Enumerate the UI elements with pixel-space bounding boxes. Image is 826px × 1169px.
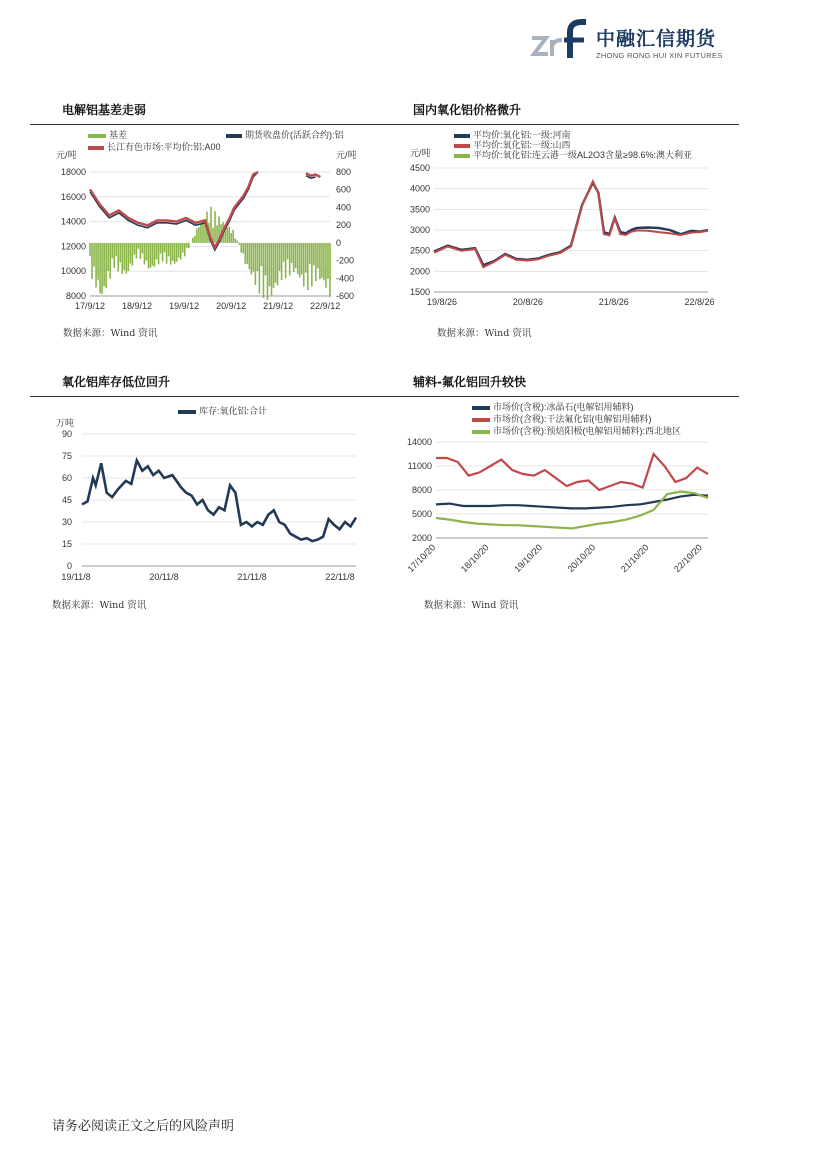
x-tick-label: 22/9/12 [310, 301, 341, 311]
y-tick-label: 3500 [409, 204, 430, 215]
legend-swatch [226, 134, 242, 138]
x-tick-label: 19/11/8 [61, 572, 91, 582]
y-tick-label: 11000 [407, 461, 432, 471]
section-title-auxiliary: 辅料-氟化铝回升较快 [413, 375, 526, 389]
x-tick-label: 20/10/20 [565, 542, 598, 575]
y-tick-label-right: 800 [336, 167, 352, 177]
y-tick-label: 1500 [409, 287, 430, 297]
legend-label: 市场价(含税):干法氟化铝(电解铝用辅料) [493, 414, 652, 424]
x-tick-label: 20/11/8 [149, 572, 179, 582]
y-tick-label: 4500 [409, 163, 430, 173]
y-tick-label: 60 [61, 473, 72, 483]
legend-swatch [454, 154, 470, 158]
x-tick-label: 21/11/8 [237, 572, 267, 582]
x-tick-label: 21/9/12 [263, 301, 294, 311]
y-axis-label: 元/吨 [410, 148, 431, 158]
y-tick-label-left: 10000 [60, 266, 86, 277]
x-tick-label: 22/10/20 [672, 542, 704, 575]
y-axis-label-right: 元/吨 [336, 150, 357, 160]
logo-name: 中融汇信期货 [596, 28, 717, 50]
series-line [436, 454, 708, 490]
y-tick-label-left: 12000 [60, 241, 86, 252]
y-tick-label: 4000 [409, 183, 430, 194]
company-logo [530, 18, 730, 68]
y-tick-label: 30 [61, 517, 72, 527]
series-line [434, 181, 708, 267]
legend-swatch [88, 134, 106, 138]
chart-basis [50, 128, 368, 318]
legend-label: 市场价(含税):预焙阳极(电解铝用辅料):西北地区 [493, 426, 681, 436]
x-tick-label: 22/11/8 [325, 572, 355, 582]
legend-swatch [472, 430, 490, 434]
chart-alumina-price [402, 128, 720, 318]
series-line [436, 492, 708, 529]
legend-label: 期货收盘价(活跃合约):铝 [245, 130, 344, 140]
section-divider [30, 124, 739, 125]
y-tick-label-left: 14000 [60, 216, 86, 227]
y-tick-label: 75 [61, 451, 72, 461]
x-tick-label: 17/9/12 [74, 301, 106, 311]
x-tick-label: 17/10/20 [405, 542, 438, 575]
x-tick-label: 19/10/20 [512, 542, 545, 575]
y-tick-label-left: 8000 [65, 291, 86, 301]
chart-inventory [50, 402, 368, 590]
data-source-note: 数据来源：Wind 资讯 [52, 600, 147, 611]
logo-english-name: ZHONG RONG HUI XIN FUTURES [596, 51, 723, 60]
section-title-basis: 电解铝基差走弱 [62, 103, 147, 117]
series-line [434, 183, 708, 266]
logo-mark-icon [530, 18, 592, 64]
x-tick-label: 21/10/20 [618, 542, 651, 575]
chart-inventory-svg [50, 402, 368, 590]
legend-label: 市场价(含税):冰晶石(电解铝用辅料) [493, 402, 634, 412]
chart-auxiliary [402, 398, 720, 586]
legend-label: 平均价:氧化铝:连云港一级AL2O3含量≥98.6%:澳大利亚 [473, 150, 692, 160]
y-tick-label: 8000 [411, 485, 432, 495]
section-title-alumina-price: 国内氧化铝价格微升 [413, 103, 522, 117]
data-source-note: 数据来源：Wind 资讯 [424, 600, 519, 611]
legend-label: 基差 [109, 130, 128, 140]
x-tick-label: 22/8/26 [684, 297, 715, 307]
y-axis-label: 万吨 [56, 418, 75, 428]
y-tick-label-right: 400 [336, 202, 352, 213]
series-line [82, 460, 356, 541]
risk-disclaimer: 请务必阅读正文之后的风险声明 [52, 1119, 235, 1134]
y-tick-label: 15 [61, 539, 72, 549]
x-tick-label: 20/8/26 [512, 297, 543, 307]
y-tick-label: 5000 [411, 509, 432, 519]
x-tick-label: 18/9/12 [122, 301, 153, 311]
x-tick-label: 20/9/12 [216, 301, 247, 311]
y-tick-label-right: 600 [336, 184, 352, 195]
x-tick-label: 21/8/26 [598, 297, 629, 307]
y-tick-label: 90 [61, 429, 72, 439]
legend-swatch [454, 134, 470, 138]
section-divider [30, 396, 739, 397]
y-tick-label-right: 200 [336, 220, 352, 231]
data-source-note: 数据来源：Wind 资讯 [437, 328, 532, 339]
y-tick-label: 2500 [409, 245, 430, 256]
y-tick-label: 0 [66, 561, 72, 571]
section-title-alumina-inventory: 氧化铝库存低位回升 [62, 375, 171, 389]
y-tick-label-right: 0 [336, 237, 342, 248]
chart-alumina-price-svg [402, 128, 720, 318]
chart-basis-svg [50, 128, 368, 318]
legend-swatch [454, 144, 470, 148]
series-line [436, 495, 708, 509]
y-tick-label: 45 [61, 495, 72, 505]
y-tick-label-right: -400 [336, 273, 355, 284]
y-tick-label: 3000 [409, 225, 430, 235]
legend-label: 平均价:氧化铝:一级:河南 [473, 130, 571, 140]
x-tick-label: 19/8/26 [426, 297, 458, 307]
legend-swatch [88, 146, 104, 150]
y-tick-label-left: 18000 [60, 167, 86, 177]
legend-swatch [472, 406, 490, 410]
y-tick-label: 2000 [409, 266, 430, 277]
chart-auxiliary-svg [402, 398, 720, 586]
y-axis-label-left: 元/吨 [56, 150, 77, 160]
y-tick-label: 14000 [406, 437, 432, 447]
data-source-note: 数据来源：Wind 资讯 [63, 328, 158, 339]
y-tick-label-left: 16000 [60, 191, 86, 202]
legend-swatch [178, 410, 196, 414]
legend-swatch [472, 418, 490, 422]
legend-label: 库存:氧化铝:合计 [199, 406, 268, 416]
y-tick-label: 2000 [411, 533, 432, 543]
x-tick-label: 18/10/20 [458, 542, 491, 575]
y-tick-label-right: -200 [336, 255, 355, 266]
y-tick-label-right: -600 [336, 291, 355, 301]
legend-label: 长江有色市场:平均价:铝:A00 [107, 142, 221, 152]
x-tick-label: 19/9/12 [169, 301, 200, 311]
legend-label: 平均价:氧化铝:一级:山西 [473, 140, 571, 150]
